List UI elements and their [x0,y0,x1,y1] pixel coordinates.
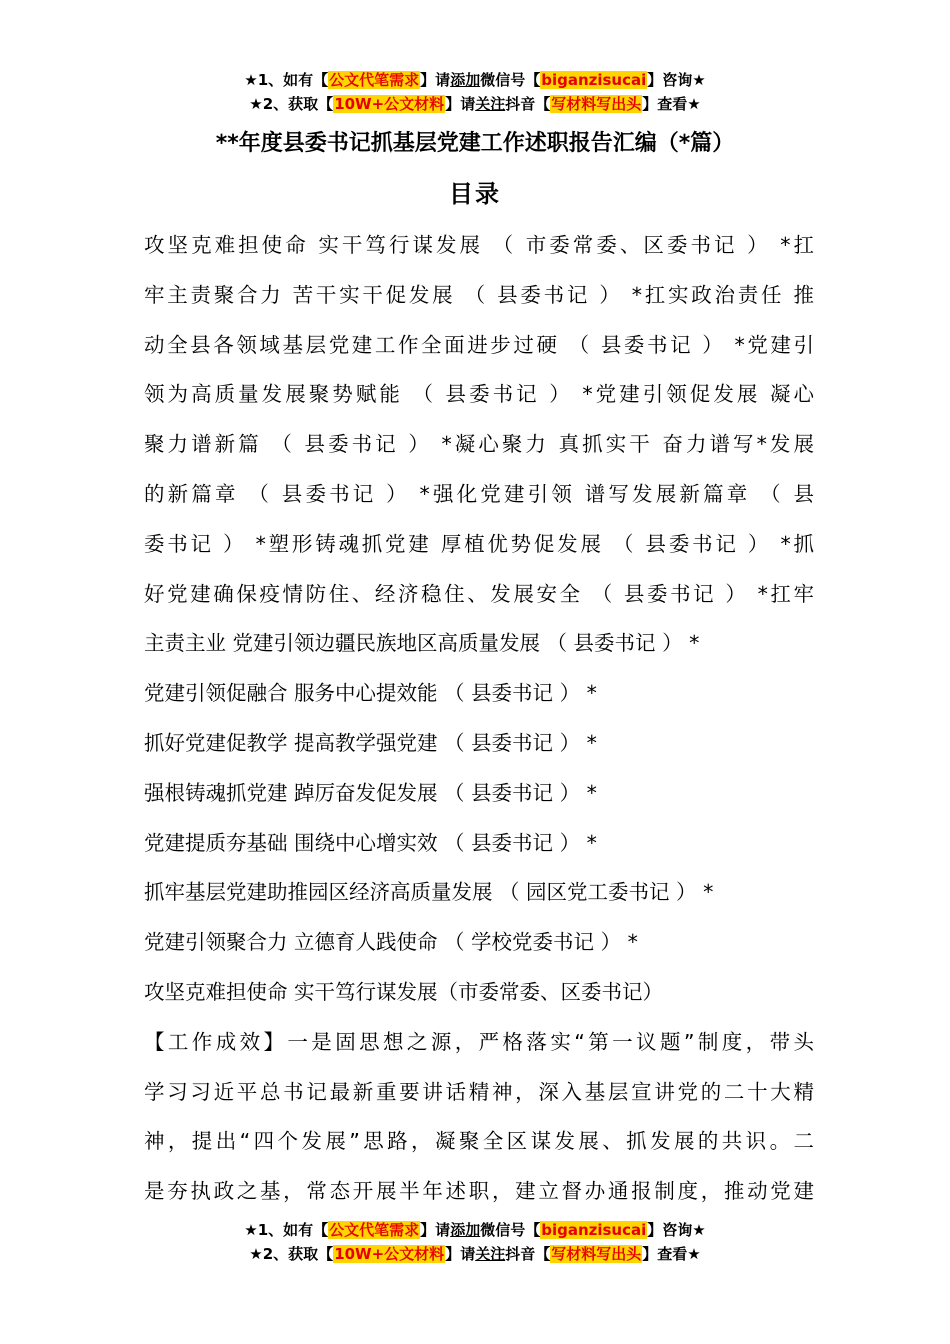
promo-text: ★2、获取【 [249,95,334,113]
promo-text: ★1、如有【 [244,1221,329,1239]
promo-douyin-name: 写材料写出头 [551,1245,642,1263]
promo-line-1 [0,1218,950,1242]
body-line: 聚力谱新篇 （ 县委书记 ） *凝心聚力 真抓实干 奋力谱写*发展 [144,432,814,457]
promo-text: 抖音【 [505,95,551,113]
document-body [144,221,814,1217]
promo-text: 抖音【 [505,1245,551,1263]
promo-highlight: 公文代笔需求 [329,1221,420,1239]
promo-text: 】查看★ [642,1245,701,1263]
body-line: 动全县各领域基层党建工作全面进步过硬 （ 县委书记 ） *党建引 [144,332,814,357]
toc-heading: 目录 [449,180,501,208]
bottom-promo-banner [0,1218,950,1266]
body-line: 委书记 ） *塑形铸魂抓党建 厚植优势促发展 （ 县委书记 ） *抓 [144,531,814,556]
body-line: 牢主责聚合力 苦干实干促发展 （ 县委书记 ） *扛实政治责任 推 [144,282,814,307]
promo-wechat-id: biganzisucai [541,71,647,89]
body-line: 抓牢基层党建助推园区经济高质量发展 （ 园区党工委书记 ） * [144,880,714,905]
body-line: 是夯执政之基，常态开展半年述职，建立督办通报制度，推动党建 [144,1179,814,1204]
body-line: 攻坚克难担使命 实干笃行谋发展 （ 市委常委、区委书记 ） *扛 [144,233,814,257]
promo-text: 微信号【 [480,1221,541,1239]
body-line: 学习习近平总书记最新重要讲话精神，深入基层宣讲党的二十大精 [144,1079,814,1104]
document-title: **年度县委书记抓基层党建工作述职报告汇编（*篇） [215,131,735,156]
body-line: 神，提出“四个发展”思路，凝聚全区谋发展、抓发展的共识。二 [144,1129,814,1154]
promo-text: ★1、如有【 [244,71,329,89]
promo-highlight: 10W+公文材料 [334,95,445,113]
body-line: 【工作成效】一是固思想之源，严格落实“第一议题”制度，带头 [144,1029,814,1054]
promo-text: 】查看★ [642,95,701,113]
promo-underlined-text: 关注 [475,1245,506,1263]
body-line: 抓好党建促教学 提高教学强党建 （ 县委书记 ） * [144,730,597,755]
top-promo-banner [0,68,950,116]
promo-wechat-id: biganzisucai [541,1221,647,1239]
section-heading: 攻坚克难担使命 实干笃行谋发展（市委常委、区委书记） [144,979,664,1004]
promo-text: 】请 [445,95,476,113]
promo-text: 】咨询★ [647,1221,706,1239]
promo-text: 】请 [420,71,451,89]
promo-text: 】请 [420,1221,451,1239]
body-line: 强根铸魂抓党建 踔厉奋发促发展 （ 县委书记 ） * [144,780,597,805]
body-line: 的新篇章 （ 县委书记 ） *强化党建引领 谱写发展新篇章 （ 县 [144,481,814,506]
promo-text: ★2、获取【 [249,1245,334,1263]
body-line: 党建提质夯基础 围绕中心增实效 （ 县委书记 ） * [144,830,597,855]
body-line: 主责主业 党建引领边疆民族地区高质量发展 （ 县委书记 ） * [144,631,700,656]
promo-line-2 [0,1242,950,1266]
promo-line-2 [0,92,950,116]
body-line: 党建引领促融合 服务中心提效能 （ 县委书记 ） * [144,681,597,706]
body-line: 党建引领聚合力 立德育人践使命 （ 学校党委书记 ） * [144,930,638,955]
promo-underlined-text: 添加 [450,71,481,89]
promo-highlight: 10W+公文材料 [334,1245,445,1263]
body-line: 领为高质量发展聚势赋能 （ 县委书记 ） *党建引领促发展 凝心 [144,382,814,407]
promo-underlined-text: 关注 [475,95,506,113]
body-line: 好党建确保疫情防住、经济稳住、发展安全 （ 县委书记 ） *扛牢 [144,581,814,606]
promo-underlined-text: 添加 [450,1221,481,1239]
promo-line-1 [0,68,950,92]
promo-douyin-name: 写材料写出头 [551,95,642,113]
promo-text: 微信号【 [480,71,541,89]
promo-text: 】咨询★ [647,71,706,89]
promo-highlight: 公文代笔需求 [329,71,420,89]
promo-text: 】请 [445,1245,476,1263]
